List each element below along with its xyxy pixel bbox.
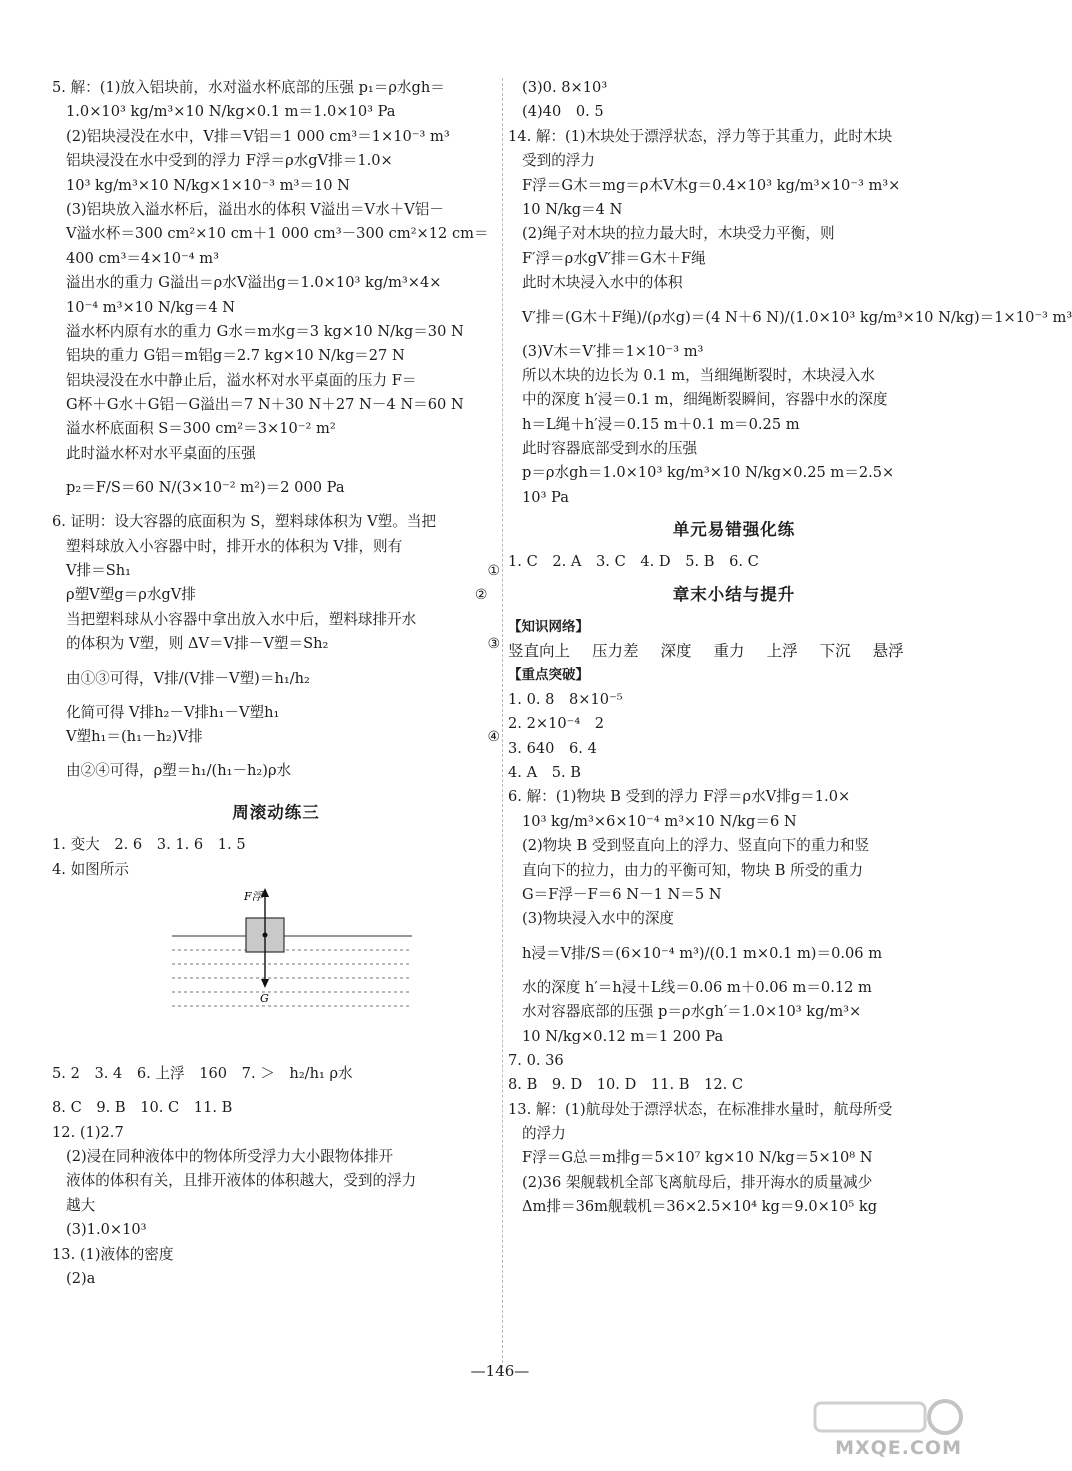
floating-block-diagram <box>172 888 412 1048</box>
keyword-row <box>508 639 960 663</box>
equation-mark: ④ <box>487 728 500 745</box>
equation-text: V排＝Sh₁ <box>66 562 131 580</box>
watermark-text: MXQE.COM <box>835 1437 962 1459</box>
answer-line: 4. A 5. B <box>508 763 581 781</box>
answer-line: (4)40 0. 5 <box>522 103 604 121</box>
answer-5 <box>52 76 500 510</box>
answer-line: 铝块的重力 G铝＝m铝g＝2.7 kg×10 N/kg＝27 N <box>66 347 405 365</box>
answer-line: 的浮力 <box>522 1125 566 1143</box>
answer-line: 溢水杯内原有水的重力 G水＝m水g＝3 kg×10 N/kg＝30 N <box>66 322 464 340</box>
answer-line: p＝ρ水gh＝1.0×10³ kg/m³×10 N/kg×0.25 m＝2.5× <box>522 464 895 482</box>
answer-6 <box>52 510 500 793</box>
section-heading-error-practice: 单元易错强化练 <box>672 520 796 540</box>
answer-line: (2)物块 B 受到竖直向上的浮力、竖直向下的重力和竖 <box>522 837 870 855</box>
answer-line: G杯＋G水＋G铝－G溢出＝7 N＋30 N＋27 N－4 N＝60 N <box>66 396 464 414</box>
key-breakthrough-tag: 【重点突破】 <box>508 667 589 684</box>
answer-line: 12. (1)2.7 <box>52 1123 124 1141</box>
formula-line: 由②④可得，ρ塑＝h₁/(h₁－h₂)ρ水 <box>66 762 292 780</box>
answer-line: Δm排＝36m舰载机＝36×2.5×10⁴ kg＝9.0×10⁵ kg <box>522 1198 878 1216</box>
answer-line: F浮＝G木＝mg＝ρ木V木g＝0.4×10³ kg/m³×10⁻³ m³× <box>522 176 901 194</box>
answer-line: 铝块浸没在水中静止后，溢水杯对水平桌面的压力 F＝ <box>66 371 417 389</box>
keyword: 重力 <box>713 642 745 661</box>
answer-line <box>52 559 500 583</box>
answer-line: 当把塑料球从小容器中拿出放入水中后，塑料球排开水 <box>66 610 417 628</box>
answer-line: (2)浸在同种液体中的物体所受浮力大小跟物体排开 <box>66 1147 394 1165</box>
answer-line: 化简可得 V排h₂－V排h₁－V塑h₁ <box>66 703 280 721</box>
answer-line: 10⁻⁴ m³×10 N/kg＝4 N <box>66 298 236 316</box>
answer-line: (3)V木＝V′排＝1×10⁻³ m³ <box>522 342 704 360</box>
answer-line <box>52 725 500 749</box>
answer-line: 4. 如图所示 <box>52 860 129 878</box>
answer-14 <box>508 125 1072 510</box>
answer-line: h＝L绳＋h′浸＝0.15 m＋0.1 m＝0.25 m <box>522 415 800 433</box>
answer-k13 <box>508 1098 960 1220</box>
answer-line: 13. (1)液体的密度 <box>52 1245 174 1263</box>
formula-line: V′排＝(G木＋F绳)/(ρ水g)＝(4 N＋6 N)/(1.0×10³ kg/m³×10 N/kg)＝1×10⁻³ m³ <box>522 308 1072 326</box>
answer-line: 1.0×10³ kg/m³×10 N/kg×0.1 m＝1.0×10³ Pa <box>66 103 396 121</box>
answer-line: 此时容器底部受到水的压强 <box>522 440 698 458</box>
answer-line: 溢出水的重力 G溢出＝ρ水V溢出g＝1.0×10³ kg/m³×4× <box>66 274 442 292</box>
answer-line: 溢水杯底面积 S＝300 cm²＝3×10⁻² m² <box>66 420 336 438</box>
keyword: 悬浮 <box>872 642 904 661</box>
answer-line: 10 N/kg＝4 N <box>522 200 623 218</box>
buoyancy-figure <box>52 882 500 1052</box>
answer-line: 10³ kg/m³×10 N/kg×1×10⁻³ m³＝10 N <box>66 176 350 194</box>
answer-line: 1. 0. 8 8×10⁻⁵ <box>508 690 623 708</box>
answer-line: 铝块浸没在水中受到的浮力 F浮＝ρ水gV排＝1.0× <box>66 152 393 170</box>
formula-line: 由①③可得，V排/(V排－V塑)＝h₁/h₂ <box>66 669 310 687</box>
answer-line: 直向下的拉力，由力的平衡可知，物块 B 所受的重力 <box>522 861 864 879</box>
answer-line: 6. 证明：设大容器的底面积为 S，塑料球体积为 V塑。当把 <box>52 513 437 531</box>
answer-line: 5. 2 3. 4 6. 上浮 160 7. ＞ h₂/h₁ ρ水 <box>52 1065 353 1083</box>
keyword: 上浮 <box>766 642 798 661</box>
answer-line: 10³ Pa <box>522 488 569 506</box>
answer-line: (3)0. 8×10³ <box>522 79 608 96</box>
answer-line <box>52 583 500 607</box>
answer-line: (3)物块浸入水中的深度 <box>522 910 675 928</box>
answer-line: (3)1.0×10³ <box>66 1221 147 1239</box>
equation-text: 的体积为 V塑，则 ΔV＝V排－V塑＝Sh₂ <box>66 635 329 653</box>
answer-line: F′浮＝ρ水gV′排＝G木＋F绳 <box>522 249 706 267</box>
answer-line: 13. 解：(1)航母处于漂浮状态，在标准排水量时，航母所受 <box>508 1100 893 1118</box>
answer-line: (3)铝块放入溢水杯后，溢出水的体积 V溢出＝V水＋V铝－ <box>66 200 444 218</box>
equation-text: V塑h₁＝(h₁－h₂)V排 <box>66 727 203 745</box>
answer-line: 10³ kg/m³×6×10⁻⁴ m³×10 N/kg＝6 N <box>522 812 797 830</box>
answer-line: 塑料球放入小容器中时，排开水的体积为 V排，则有 <box>66 537 403 555</box>
answer-line <box>52 632 500 656</box>
answer-line: 3. 640 6. 4 <box>508 739 597 757</box>
answer-line: 1. C 2. A 3. C 4. D 5. B 6. C <box>508 553 759 571</box>
answer-line: (2)36 架舰载机全部飞离航母后，排开海水的质量减少 <box>522 1173 873 1191</box>
answer-line: 越大 <box>66 1196 96 1214</box>
answer-line: 所以木块的边长为 0.1 m，当细绳断裂时，木块浸入水 <box>522 366 875 384</box>
answer-line: 400 cm³＝4×10⁻⁴ m³ <box>66 249 219 267</box>
answer-line: 8. C 9. B 10. C 11. B <box>52 1099 233 1117</box>
knowledge-network-tag: 【知识网络】 <box>508 618 589 635</box>
left-column <box>52 76 500 1291</box>
answer-line: (2)铝块浸没在水中，V排＝V铝＝1 000 cm³＝1×10⁻³ m³ <box>66 127 450 145</box>
answer-line: 水的深度 h′＝h浸＋L线＝0.06 m＋0.06 m＝0.12 m <box>522 978 872 996</box>
answer-line: 中的深度 h′浸＝0.1 m，细绳断裂瞬间，容器中水的深度 <box>522 391 888 409</box>
formula-line: p₂＝F/S＝60 N/(3×10⁻² m²)＝2 000 Pa <box>66 479 345 497</box>
answer-line: 液体的体积有关，且排开液体的体积越大，受到的浮力 <box>66 1172 417 1190</box>
page-number: —146— <box>470 1362 530 1380</box>
section-heading-chapter-summary: 章末小结与提升 <box>672 584 796 604</box>
answer-line: 10 N/kg×0.12 m＝1 200 Pa <box>522 1027 724 1045</box>
answer-line: 受到的浮力 <box>522 152 595 170</box>
keyword: 下沉 <box>819 642 851 661</box>
column-divider <box>502 78 503 1368</box>
answer-line: 6. 解：(1)物块 B 受到的浮力 F浮＝ρ水V排g＝1.0× <box>508 788 851 806</box>
answer-line: 5. 解：(1)放入铝块前，水对溢水杯底部的压强 p₁＝ρ水gh＝ <box>52 79 445 96</box>
answer-k6 <box>508 785 960 1049</box>
answer-line: (2)绳子对木块的拉力最大时，木块受力平衡，则 <box>522 225 835 243</box>
answer-line: 8. B 9. D 10. D 11. B 12. C <box>508 1076 744 1094</box>
answer-line: 此时溢水杯对水平桌面的压强 <box>66 444 256 462</box>
answer-line: 此时木块浸入水中的体积 <box>522 274 683 292</box>
section-heading-weekly-review: 周滚动练三 <box>232 803 320 823</box>
answer-line: (2)a <box>66 1269 96 1287</box>
keyword: 竖直向上 <box>508 642 571 661</box>
keyword: 压力差 <box>592 642 639 661</box>
equation-mark: ① <box>487 563 500 580</box>
answer-line: 14. 解：(1)木块处于漂浮状态，浮力等于其重力，此时木块 <box>508 127 893 145</box>
keyword: 深度 <box>660 642 692 661</box>
gravity-force-label: G <box>260 992 269 1006</box>
formula-line: h浸＝V排/S＝(6×10⁻⁴ m³)/(0.1 m×0.1 m)＝0.06 m <box>522 944 883 962</box>
right-column <box>508 76 1072 1220</box>
equation-text: ρ塑V塑g＝ρ水gV排 <box>66 586 196 604</box>
answer-line: G＝F浮－F＝6 N－1 N＝5 N <box>522 885 722 903</box>
answer-line: 2. 2×10⁻⁴ 2 <box>508 715 605 733</box>
watermark-logo <box>795 1395 970 1465</box>
answer-line: 7. 0. 36 <box>508 1051 564 1069</box>
equation-mark: ③ <box>487 636 500 653</box>
answer-line: 水对容器底部的压强 p＝ρ水gh′＝1.0×10³ kg/m³× <box>522 1003 862 1021</box>
answer-line: 1. 变大 2. 6 3. 1. 6 1. 5 <box>52 836 246 854</box>
buoyancy-force-label: F浮 <box>244 890 263 904</box>
arrow-down-icon <box>261 979 269 988</box>
equation-mark: ② <box>474 587 488 604</box>
answer-line: F浮＝G总＝m排g＝5×10⁷ kg×10 N/kg＝5×10⁸ N <box>522 1149 873 1167</box>
answer-line: V溢水杯＝300 cm²×10 cm＋1 000 cm³－300 cm²×12 cm＝ <box>66 225 489 243</box>
